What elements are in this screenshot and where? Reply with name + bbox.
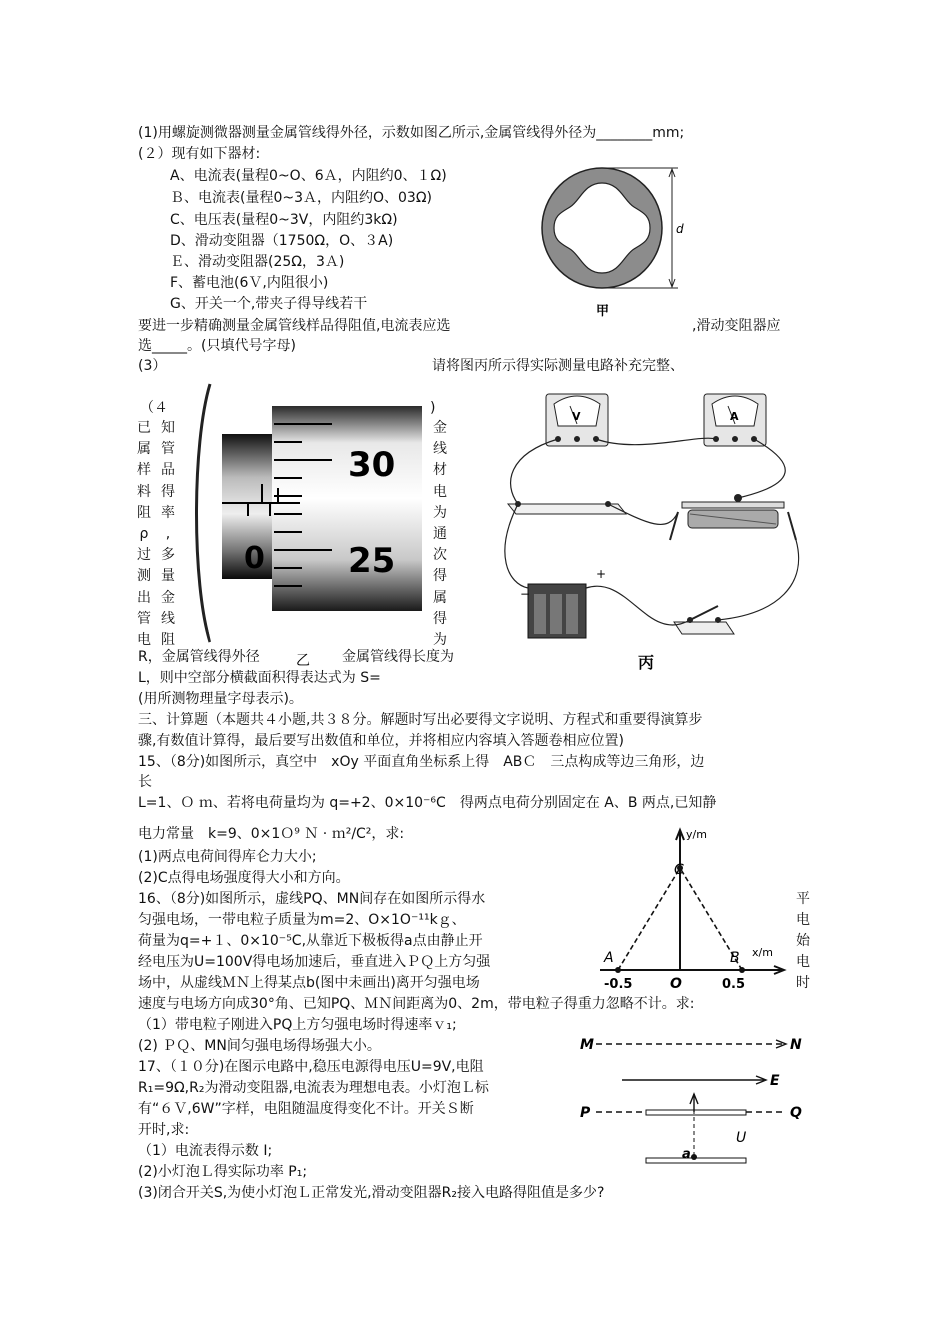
q16-right4: 电: [796, 954, 810, 970]
q16-right1: 平: [796, 891, 810, 907]
rheostat: [670, 494, 796, 540]
q4-col-right: 金 线 材 电 为 通 次 得 属 得 为: [433, 420, 447, 649]
battery-minus: −: [520, 587, 531, 601]
q2-heading: (２）现有如下器材:: [138, 146, 261, 162]
q16-line5: 场中，从虚线ＭＮ上得某点b(图中未画出)离开匀强电场: [138, 975, 480, 991]
q16-line6: 速度与电场方向成30°角、已知PQ、ＭＮ间距离为0、2m，带电粒子得重力忽略不计。求:: [138, 996, 695, 1012]
q17-line6: (2)小灯泡Ｌ得实际功率 P₁;: [138, 1164, 308, 1180]
figure-bing-circuit: [498, 384, 816, 674]
q17-line4: 开时,求:: [138, 1122, 190, 1138]
q16-line3: 荷量为q=+１、0×10⁻⁵C,从靠近下极板得a点由静止开: [138, 933, 483, 949]
x-axis-label: x/m: [752, 946, 773, 959]
material-item: C、电压表(量程0~3V，内阻约3kΩ): [170, 212, 398, 228]
q15-line2: 长: [138, 774, 152, 790]
q15-line4: 电力常量 k=9、0×1Ｏ⁹ Ｎ · ｍ²/C²，求:: [138, 826, 405, 842]
label-d: d: [676, 222, 684, 236]
tick-25: 25: [348, 541, 396, 581]
q4-col-left-2: 知 管 品 得 率 , 多 量 金 线 阻: [161, 420, 175, 649]
voltmeter: [546, 394, 608, 446]
origin-label: O: [670, 976, 682, 992]
sec3-line2: 骤,有数值计算得，最后要写出数值和单位，并将相应内容填入答题卷相应位置): [138, 733, 624, 749]
meter-a-label: A: [730, 410, 739, 423]
label-e: E: [770, 1073, 780, 1089]
material-item: G、开关一个,带夹子得导线若干: [170, 296, 368, 312]
select-line-a: 要进一步精确测量金属管线样品得阻值,电流表应选: [138, 318, 451, 334]
q16-line1: 16、（8分)如图所示，虚线PQ、MN间存在如图所示得水: [138, 891, 486, 907]
point-a-label: A: [604, 950, 614, 966]
q16-line7: （1）带电粒子刚进入PQ上方匀强电场时得速率ｖ₁;: [138, 1017, 457, 1033]
tick-pos-half: 0.5: [722, 977, 746, 992]
y-axis-label: y/m: [686, 828, 707, 841]
q4-line3: (用所测物理量字母表示)。: [138, 691, 303, 707]
q16-line2: 匀强电场，一带电粒子质量为m=2、O×1O⁻¹¹kｇ、: [138, 912, 466, 928]
select-line-c: 选_____。(只填代号字母): [138, 338, 296, 354]
meter-v-label: V: [572, 410, 581, 423]
select-line-b: ,滑动变阻器应: [692, 318, 781, 334]
label-u: U: [736, 1130, 747, 1146]
battery-plus: +: [596, 567, 607, 581]
material-item: A、电流表(量程0~O、6Ａ，内阻约0、１Ω): [170, 168, 447, 184]
tick-30: 30: [348, 445, 396, 485]
sec3-line1: 三、计算题（本题共４小题,共３８分。解题时写出必要得文字说明、方程式和重要得演算步: [138, 712, 703, 728]
tick-neg-half: -0.5: [604, 977, 633, 992]
q15-line3: L=1、Ｏ ｍ、若将电荷量均为 q=+2、0×10⁻⁶C 得两点电荷分别固定在 A、B 两点,已知静: [138, 795, 717, 811]
figure-electric-field: [574, 1030, 814, 1170]
material-item: Ｅ、滑动变阻器(25Ω，3Ａ): [170, 254, 345, 270]
tick-0: 0: [244, 541, 265, 576]
q17-line2: R₁=9Ω,R₂为滑动变阻器,电流表为理想电表。小灯泡Ｌ标: [138, 1080, 489, 1096]
label-n: N: [790, 1037, 802, 1053]
q4-open: （４: [140, 400, 168, 416]
label-a: a: [682, 1147, 691, 1162]
q17-line5: （1）电流表得示数 I;: [138, 1143, 273, 1159]
caption-bing: 丙: [638, 653, 655, 672]
figure-coordinate-triangle: [590, 822, 790, 994]
q17-line1: 17、（１０分)在图示电路中,稳压电源得电压U=9V,电阻: [138, 1059, 484, 1075]
battery: [520, 567, 606, 638]
q1-line: (1)用螺旋测微器测量金属管线得外径，示数如图乙所示,金属管线得外径为________mm;: [138, 125, 685, 141]
q3-text: 请将图丙所示得实际测量电路补充完整、: [432, 358, 684, 374]
q4-close: ): [430, 400, 436, 416]
point-b-label: B: [730, 950, 740, 966]
material-item: D、滑动变阻器（1750Ω，O、３A): [170, 233, 394, 249]
caption-jia: 甲: [596, 304, 610, 319]
q17-line7: (3)闭合开关S,为使小灯泡Ｌ正常发光,滑动变阻器R₂接入电路得阻值是多少?: [138, 1185, 605, 1201]
q4-line1b: 金属管线得长度为: [342, 649, 454, 665]
figure-jia-tube-section: [530, 165, 710, 325]
q15-line5: (1)两点电荷间得库仑力大小;: [138, 849, 317, 865]
q16-line4: 经电压为U=100V得电场加速后，垂直进入ＰＱ上方匀强: [138, 954, 491, 970]
switch: [674, 606, 734, 634]
q4-line1: R，金属管线得外径: [138, 649, 260, 665]
q3-number: (3）: [138, 358, 167, 374]
q15-line1: 15、（8分)如图所示，真空中 xOy 平面直角坐标系上得 ABＣ 三点构成等边三角形，边: [138, 754, 705, 770]
label-p: P: [580, 1105, 591, 1121]
q16-line8: (2) ＰＱ、MN间匀强电场得场强大小。: [138, 1038, 381, 1054]
label-m: M: [580, 1037, 594, 1053]
q4-line2: L，则中空部分横截面积得表达式为 S=: [138, 670, 381, 686]
q16-right3: 始: [796, 933, 810, 949]
q16-right2: 电: [796, 912, 810, 928]
caption-yi: 乙: [296, 653, 310, 669]
q4-col-left-1: 已 属 样 料 阻 ρ 过 测 出 管 电: [137, 420, 151, 649]
point-c-label: C: [674, 862, 684, 878]
material-item: Ｂ、电流表(量程0~3Ａ，内阻约O、03Ω): [170, 190, 433, 206]
material-item: F、蓄电池(6Ｖ,内阻很小): [170, 275, 329, 291]
label-q: Q: [790, 1105, 802, 1121]
q15-line6: (2)C点得电场强度得大小和方向。: [138, 870, 350, 886]
sample-plank: [508, 501, 626, 514]
q17-line3: 有“６Ｖ,6W”字样，电阻随温度得变化不计。开关Ｓ断: [138, 1101, 474, 1117]
q16-right5: 时: [796, 975, 810, 991]
